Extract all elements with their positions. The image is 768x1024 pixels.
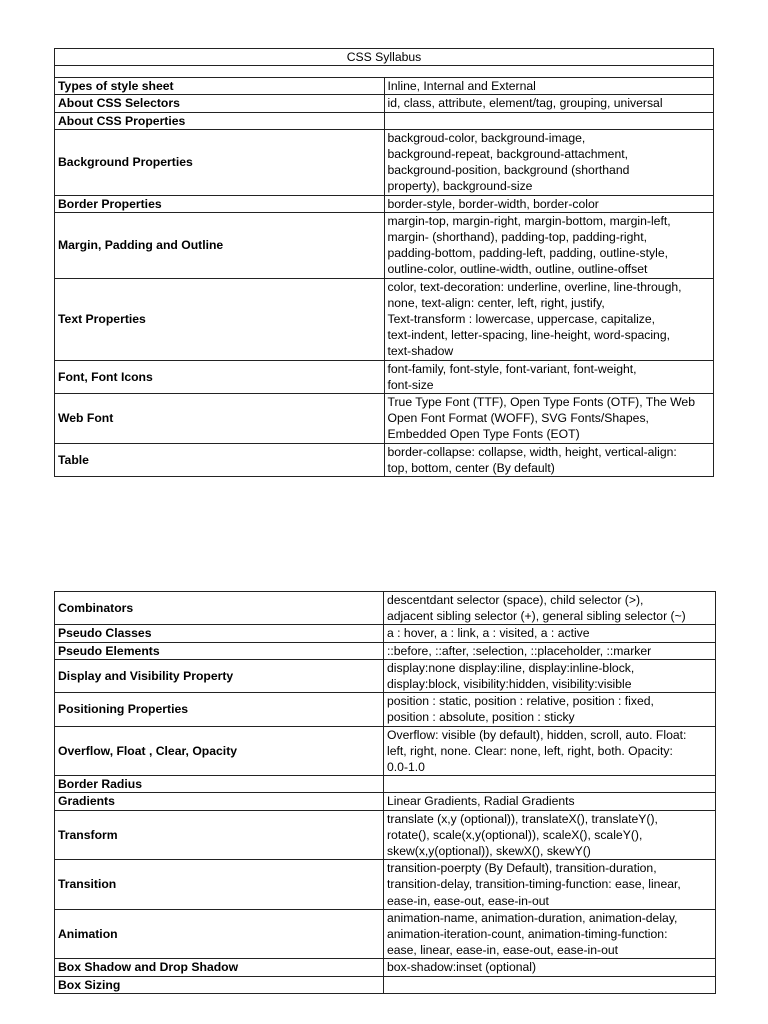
syllabus-table-2 bbox=[54, 591, 716, 994]
table-row bbox=[55, 776, 716, 793]
content-cell: box-shadow:inset (optional) bbox=[384, 959, 716, 976]
topic-cell: Types of style sheet bbox=[55, 78, 385, 95]
table-row bbox=[55, 278, 714, 360]
spacer-cell bbox=[55, 66, 714, 78]
content-cell: descentdant selector (space), child selector (>), adjacent sibling selector (+), general sibling selector (~) bbox=[384, 592, 716, 625]
content-cell: Linear Gradients, Radial Gradients bbox=[384, 793, 716, 810]
content-cell: position : static, position : relative, position : fixed, position : absolute, position : sticky bbox=[384, 693, 716, 726]
topic-cell: Font, Font Icons bbox=[55, 360, 385, 393]
sheet-title: CSS Syllabus bbox=[55, 49, 714, 66]
topic-cell: About CSS Properties bbox=[55, 112, 385, 129]
table-row bbox=[55, 693, 716, 726]
topic-cell: Gradients bbox=[55, 793, 384, 810]
content-cell bbox=[384, 976, 716, 993]
content-cell: ::before, ::after, :selection, ::placeholder, ::marker bbox=[384, 642, 716, 659]
content-cell: True Type Font (TTF), Open Type Fonts (OTF), The Web Open Font Format (WOFF), SVG Fonts/Shapes, Embedded Open Type Fonts (EOT) bbox=[384, 394, 714, 444]
content-cell: color, text-decoration: underline, overline, line-through, none, text-align: center, left, right, justify, Text-transform : lowercase, uppercase, capitalize, text-indent, letter-spacing, line-height, word-spacing, text-shadow bbox=[384, 278, 714, 360]
topic-cell: Box Sizing bbox=[55, 976, 384, 993]
topic-cell: Margin, Padding and Outline bbox=[55, 212, 385, 278]
table-row bbox=[55, 793, 716, 810]
content-cell bbox=[384, 776, 716, 793]
topic-cell: Display and Visibility Property bbox=[55, 659, 384, 692]
content-cell: translate (x,y (optional)), translateX(), translateY(), rotate(), scale(x,y(optional)), scaleX(), scaleY(), skew(x,y(optional)), skewX(), skewY() bbox=[384, 810, 716, 860]
table-row bbox=[55, 976, 716, 993]
content-cell: backgroud-color, background-image, background-repeat, background-attachment, background-position, background (shorthand property), background-size bbox=[384, 129, 714, 195]
topic-cell: Pseudo Classes bbox=[55, 625, 384, 642]
spacer-row bbox=[55, 66, 714, 78]
topic-cell: Overflow, Float , Clear, Opacity bbox=[55, 726, 384, 776]
topic-cell: Pseudo Elements bbox=[55, 642, 384, 659]
topic-cell: Transform bbox=[55, 810, 384, 860]
topic-cell: Table bbox=[55, 443, 385, 476]
table-row bbox=[55, 625, 716, 642]
table-row bbox=[55, 129, 714, 195]
topic-cell: Text Properties bbox=[55, 278, 385, 360]
topic-cell: Transition bbox=[55, 860, 384, 910]
topic-cell: About CSS Selectors bbox=[55, 95, 385, 112]
topic-cell: Border Properties bbox=[55, 195, 385, 212]
topic-cell: Border Radius bbox=[55, 776, 384, 793]
table-row bbox=[55, 642, 716, 659]
table-row bbox=[55, 360, 714, 393]
table-row bbox=[55, 195, 714, 212]
topic-cell: Animation bbox=[55, 909, 384, 959]
content-cell bbox=[384, 112, 714, 129]
table-row bbox=[55, 443, 714, 476]
content-cell: border-style, border-width, border-color bbox=[384, 195, 714, 212]
table-row bbox=[55, 78, 714, 95]
title-row bbox=[55, 49, 714, 66]
content-cell: Inline, Internal and External bbox=[384, 78, 714, 95]
content-cell: animation-name, animation-duration, animation-delay, animation-iteration-count, animation-timing-function: ease, linear, ease-in, ease-out, ease-in-out bbox=[384, 909, 716, 959]
table-row bbox=[55, 860, 716, 910]
table-row bbox=[55, 592, 716, 625]
syllabus-table-1 bbox=[54, 48, 714, 477]
table-row bbox=[55, 810, 716, 860]
table-row bbox=[55, 394, 714, 444]
table-row bbox=[55, 909, 716, 959]
table-row bbox=[55, 659, 716, 692]
topic-cell: Positioning Properties bbox=[55, 693, 384, 726]
table-row bbox=[55, 212, 714, 278]
table-row bbox=[55, 726, 716, 776]
table-row bbox=[55, 112, 714, 129]
content-cell: a : hover, a : link, a : visited, a : active bbox=[384, 625, 716, 642]
content-cell: border-collapse: collapse, width, height, vertical-align: top, bottom, center (By default) bbox=[384, 443, 714, 476]
topic-cell: Combinators bbox=[55, 592, 384, 625]
content-cell: display:none display:iline, display:inline-block, display:block, visibility:hidden, visibility:visible bbox=[384, 659, 716, 692]
topic-cell: Web Font bbox=[55, 394, 385, 444]
topic-cell: Background Properties bbox=[55, 129, 385, 195]
content-cell: font-family, font-style, font-variant, font-weight, font-size bbox=[384, 360, 714, 393]
content-cell: margin-top, margin-right, margin-bottom, margin-left, margin- (shorthand), padding-top, padding-right, padding-bottom, padding-left, padding, outline-style, outline-color, outline-width, outline, outline-offset bbox=[384, 212, 714, 278]
topic-cell: Box Shadow and Drop Shadow bbox=[55, 959, 384, 976]
table-row bbox=[55, 95, 714, 112]
content-cell: id, class, attribute, element/tag, grouping, universal bbox=[384, 95, 714, 112]
table-row bbox=[55, 959, 716, 976]
content-cell: transition-poerpty (By Default), transition-duration, transition-delay, transition-timing-function: ease, linear, ease-in, ease-out, ease-in-out bbox=[384, 860, 716, 910]
content-cell: Overflow: visible (by default), hidden, scroll, auto. Float: left, right, none. Clear: none, left, right, both. Opacity: 0.0-1.0 bbox=[384, 726, 716, 776]
